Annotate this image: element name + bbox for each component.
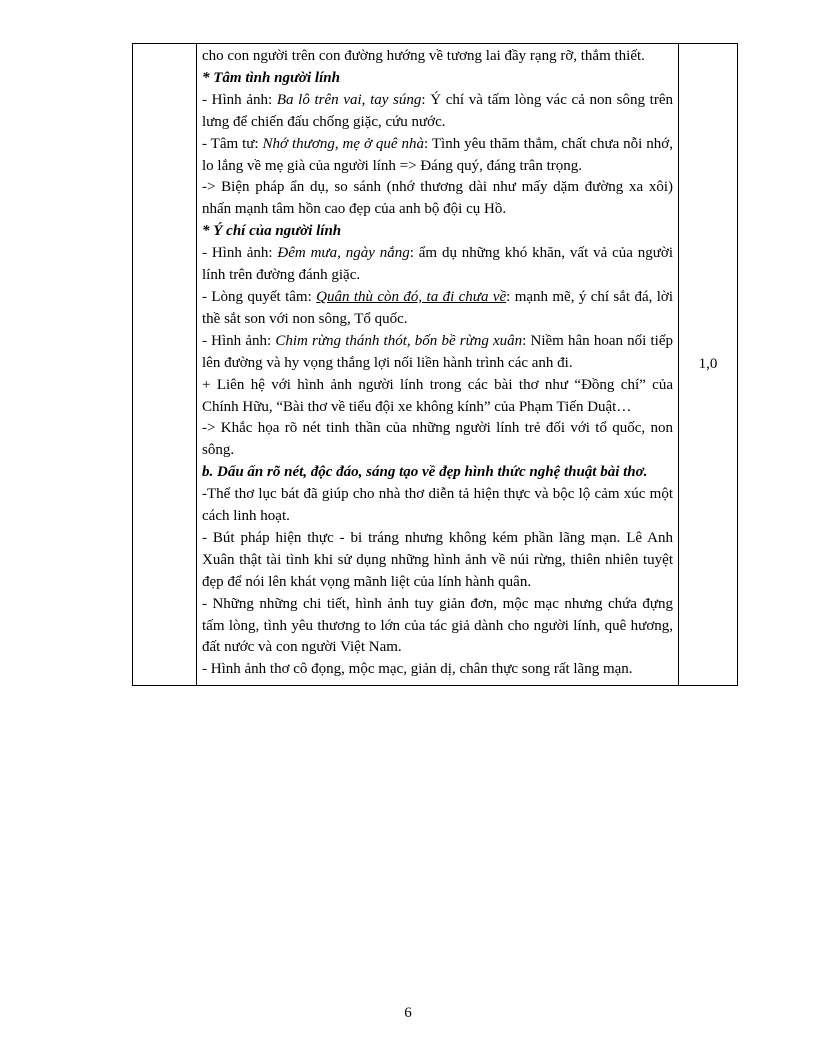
paragraph-body: : ẩm dụ những khó khăn, vất vả của người lính trên đường đánh giặc. bbox=[202, 245, 674, 284]
quoted-verse-underlined: Quân thù còn đó, ta đi chưa về bbox=[316, 288, 507, 305]
table-row bbox=[133, 44, 738, 686]
heading-y-chi: * Ý chí của người lính bbox=[202, 223, 342, 240]
paragraph-body: : Niềm hân hoan nối tiếp lên đường và hy vọng thắng lợi nối liền hành trình các anh đi. bbox=[202, 332, 673, 371]
quoted-verse: Chim rừng thánh thót, bốn bề rừng xuân bbox=[275, 332, 523, 349]
paragraph-the-tho: -Thể thơ lục bát đã giúp cho nhà thơ diễn tả hiện thực và bộc lộ cảm xúc một cách linh hoạt. bbox=[202, 486, 673, 525]
page-number: 6 bbox=[404, 1005, 412, 1021]
paragraph-but-phap: - Bút pháp hiện thực - bi tráng nhưng không kém phần lãng mạn. Lê Anh Xuân thật tài tình khi sử dụng những hình ảnh về núi rừng, thiên nhiên tuyệt đẹp để nói lên khát vọng mãnh liệt của lính hành quân. bbox=[202, 529, 673, 590]
paragraph-ba-lo bbox=[202, 90, 673, 134]
paragraph-bien-phap: -> Biện pháp ẩn dụ, so sánh (nhớ thương dài như mấy dặm đường xa xôi) nhấn mạnh tâm hồn cao đẹp của anh bộ đội cụ Hồ. bbox=[202, 179, 673, 218]
heading-nghe-thuat: b. Dấu ấn rõ nét, độc đáo, sáng tạo về đẹp hình thức nghệ thuật bài thơ. bbox=[202, 464, 648, 481]
paragraph-prefix: - Hình ảnh: bbox=[202, 245, 278, 262]
paragraph-prefix: - Hình ảnh: bbox=[202, 332, 276, 349]
paragraph-chim-rung bbox=[202, 331, 673, 375]
paragraph-prefix: - Tâm tư: bbox=[202, 135, 263, 152]
quoted-verse: Đêm mưa, ngày nắng bbox=[277, 245, 410, 262]
paragraph-lien-he: + Liên hệ với hình ảnh người lính trong các bài thơ như “Đồng chí” của Chính Hữu, “Bài thơ về tiểu đội xe không kính” của Phạm Tiến Duật… bbox=[202, 376, 673, 415]
paragraph-hinh-anh-tho: - Hình ảnh thơ cô đọng, mộc mạc, giản dị, chân thực song rất lãng mạn. bbox=[202, 661, 633, 678]
paragraph-chi-tiet: - Những những chi tiết, hình ảnh tuy giản đơn, mộc mạc nhưng chứa đựng tấm lòng, tình yêu thương to lớn của tác giả dành cho người lính, quê hương, đất nước và con người Việt Nam. bbox=[202, 595, 673, 656]
quoted-verse: Ba lô trên vai, tay súng bbox=[276, 91, 422, 108]
paragraph-closing-line: cho con người trên con đường hướng về tương lai đầy rạng rỡ, thắm thiết. bbox=[202, 48, 645, 64]
answer-content bbox=[197, 44, 678, 685]
answer-table bbox=[132, 43, 738, 686]
heading-tam-tinh: * Tâm tình người lính bbox=[202, 69, 340, 86]
score-cell: 1,0 bbox=[679, 44, 738, 686]
paragraph-body: : Tình yêu thăm thẳm, chất chưa nỗi nhớ, lo lắng về mẹ già của người lính => Đáng quý, đáng trân trọng. bbox=[202, 135, 673, 174]
paragraph-dem-mua bbox=[202, 243, 673, 287]
paragraph-prefix: - Hình ảnh: bbox=[202, 91, 277, 108]
paragraph-prefix: - Lòng quyết tâm: bbox=[202, 288, 317, 305]
paragraph-tam-tu bbox=[202, 134, 673, 178]
paragraph-body: : Ý chí và tấm lòng vác cả non sông trên lưng để chiến đấu chống giặc, cứu nước. bbox=[202, 91, 674, 130]
quoted-verse: Nhớ thương, mẹ ở quê nhà bbox=[262, 135, 425, 152]
blank-column-cell bbox=[133, 44, 197, 686]
paragraph-quyet-tam bbox=[202, 287, 673, 331]
content-cell bbox=[197, 44, 679, 686]
paragraph-body: : mạnh mẽ, ý chí sắt đá, lời thề sắt son với non sông, Tổ quốc. bbox=[202, 288, 673, 327]
paragraph-khac-hoa: -> Khắc họa rõ nét tinh thần của những người lính trẻ đối với tổ quốc, non sông. bbox=[202, 420, 673, 459]
